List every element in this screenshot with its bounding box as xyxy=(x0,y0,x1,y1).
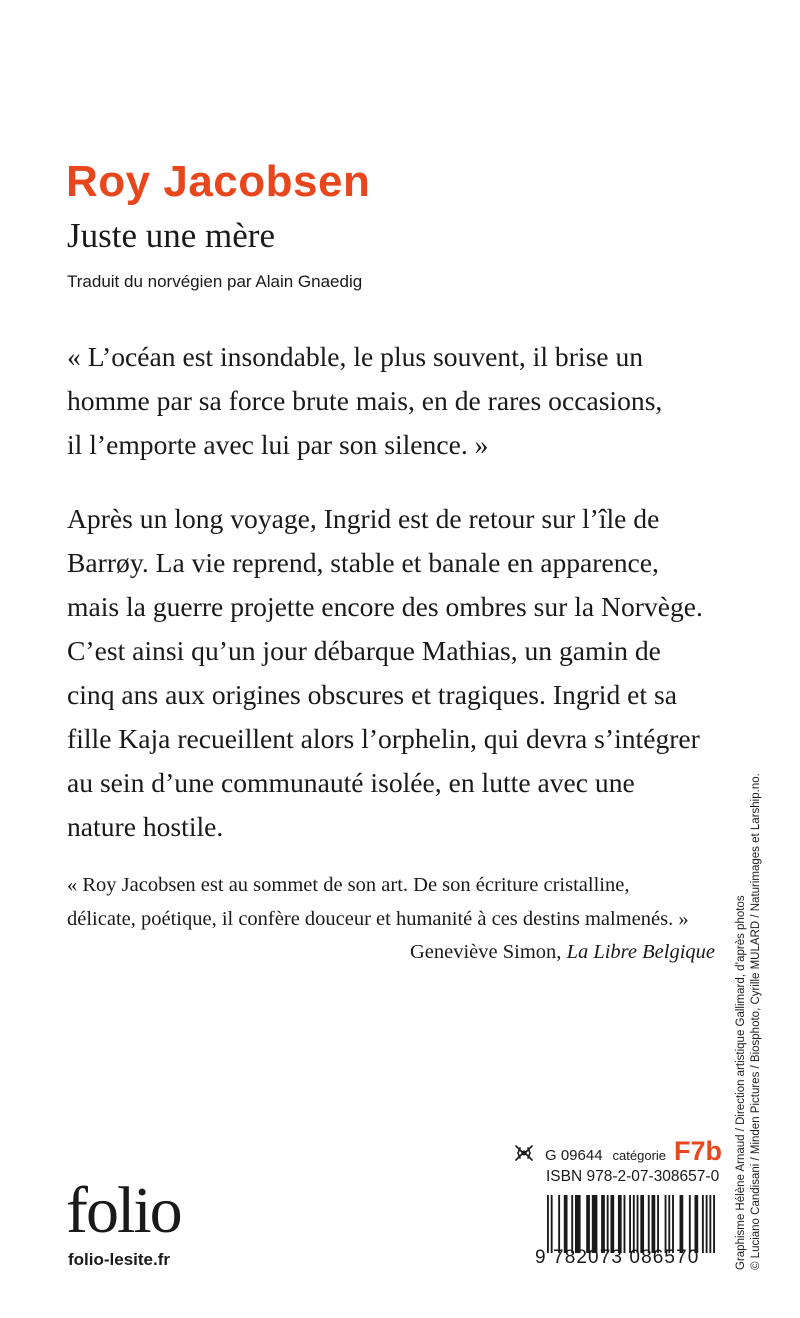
publisher-code: G 09644 xyxy=(545,1147,603,1164)
folio-logo: folio xyxy=(66,1174,181,1247)
translator-credit: Traduit du norvégien par Alain Gnaedig xyxy=(67,272,363,291)
barcode-bar xyxy=(648,1195,650,1253)
barcode-bar xyxy=(547,1195,549,1253)
review-quote-line: délicate, poétique, il confère douceur et humanité à ces destins malmenés. » xyxy=(67,908,689,930)
barcode-bar xyxy=(689,1195,691,1253)
summary-line: mais la guerre projette encore des ombres sur la Norvège. xyxy=(67,591,703,622)
summary-line: Après un long voyage, Ingrid est de retour sur l’île de xyxy=(67,503,660,534)
barcode-bar xyxy=(624,1195,626,1253)
barcode-digits: 9 782073 086570 xyxy=(535,1247,700,1268)
barcode-bar xyxy=(680,1195,684,1253)
author-name: Roy Jacobsen xyxy=(66,157,371,206)
barcode-bar xyxy=(601,1195,605,1253)
review-quote-line: « Roy Jacobsen est au sommet de son art. De son écriture cristalline, xyxy=(67,874,630,896)
gallimard-logo-icon xyxy=(513,1143,535,1163)
barcode xyxy=(535,1195,715,1271)
epigraph xyxy=(67,335,727,467)
barcode-bar xyxy=(702,1195,704,1253)
barcode-bar xyxy=(575,1195,581,1253)
barcode-bar xyxy=(610,1195,614,1253)
barcode-bar xyxy=(657,1195,659,1253)
barcode-bar xyxy=(618,1195,622,1253)
barcode-bar xyxy=(592,1195,598,1253)
summary-line: au sein d’une communauté isolée, en lutte avec une xyxy=(67,767,635,798)
barcode-bar xyxy=(607,1195,609,1253)
barcode-bar xyxy=(551,1195,553,1253)
credits-line: © Luciano Candisani / Minden Pictures / Biosphoto, Cyrille MULARD / Naturimages et Larship.no. xyxy=(750,773,762,1270)
barcode-bars xyxy=(547,1195,715,1253)
epigraph-line: homme par sa force brute mais, en de rares occasions, xyxy=(67,385,663,416)
epigraph-line: il l’emporte avec lui par son silence. » xyxy=(67,429,489,460)
summary-line: Barrøy. La vie reprend, stable et banale en apparence, xyxy=(67,547,659,578)
epigraph-line: « L’océan est insondable, le plus souvent, il brise un xyxy=(67,341,644,372)
category-code: F7b xyxy=(674,1136,723,1166)
summary-line: nature hostile. xyxy=(67,811,224,842)
barcode-bar xyxy=(713,1195,715,1253)
summary-line: C’est ainsi qu’un jour débarque Mathias, un gamin de xyxy=(67,635,661,666)
barcode-bar xyxy=(558,1195,560,1253)
review-critic: Geneviève Simon, xyxy=(409,941,567,963)
barcode-bar xyxy=(668,1195,670,1253)
barcode-bar xyxy=(706,1195,708,1253)
barcode-bar xyxy=(629,1195,631,1253)
summary-line: cinq ans aux origines obscures et tragiques. Ingrid et sa xyxy=(67,679,677,710)
barcode-bar xyxy=(709,1195,711,1253)
barcode-bar xyxy=(637,1195,639,1253)
barcode-bar xyxy=(571,1195,573,1253)
barcode-bar xyxy=(586,1195,590,1253)
barcode-bar xyxy=(665,1195,667,1253)
barcode-bar xyxy=(652,1195,656,1253)
credits-line: Graphisme Hélène Arnaud / Direction artistique Gallimard, d’après photos xyxy=(735,895,747,1270)
summary xyxy=(67,497,727,849)
website: folio-lesite.fr xyxy=(68,1250,171,1269)
barcode-bar xyxy=(564,1195,568,1253)
barcode-bar xyxy=(672,1195,674,1253)
review-publication: La Libre Belgique xyxy=(566,941,715,963)
review-source xyxy=(410,935,715,969)
book-title: Juste une mère xyxy=(67,216,275,255)
review-quote xyxy=(67,868,727,936)
isbn: ISBN 978-2-07-308657-0 xyxy=(546,1168,720,1185)
barcode-bar xyxy=(694,1195,698,1253)
barcode-bar xyxy=(640,1195,644,1253)
category-label: catégorie xyxy=(612,1148,667,1163)
summary-line: fille Kaja recueillent alors l’orphelin, qui devra s’intégrer xyxy=(67,723,700,754)
photo-credits xyxy=(734,773,764,1270)
catalog-line xyxy=(513,1138,722,1165)
barcode-bar xyxy=(633,1195,635,1253)
